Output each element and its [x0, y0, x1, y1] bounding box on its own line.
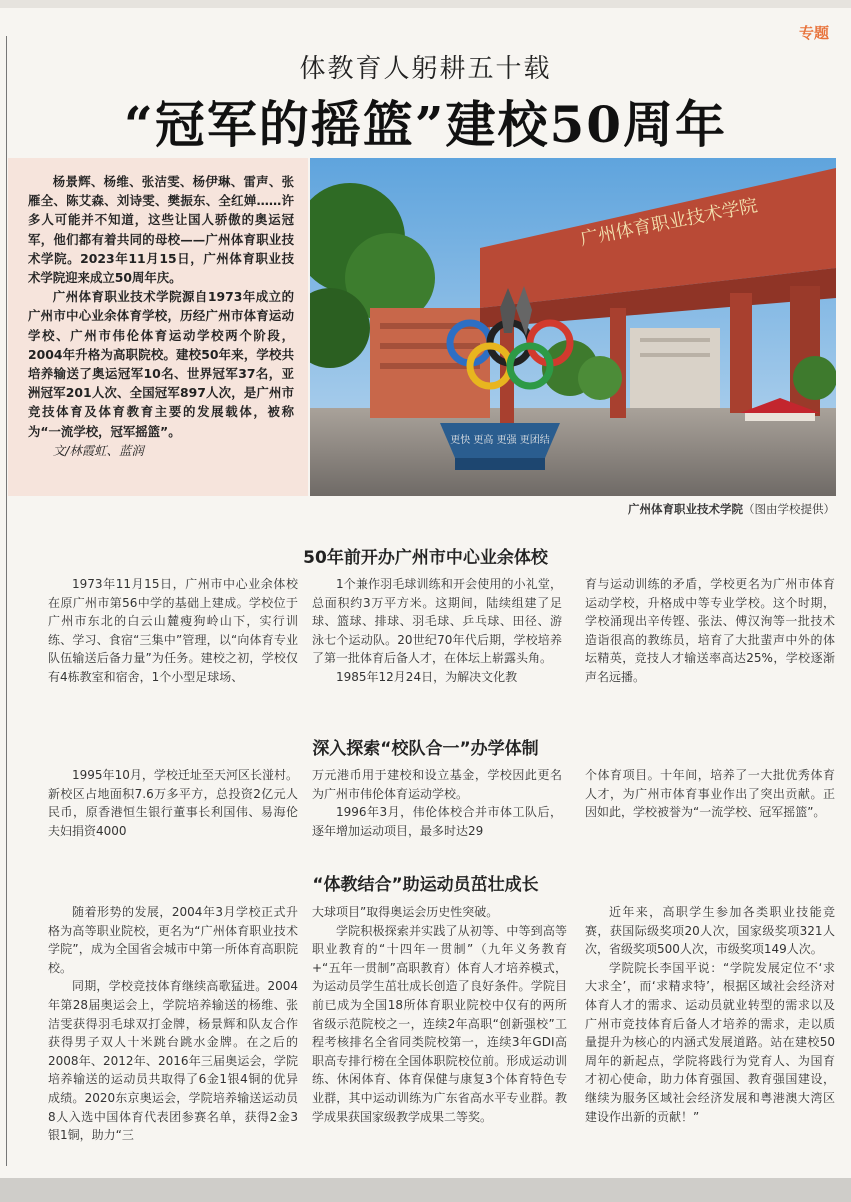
left-column-rule: [6, 36, 7, 1166]
lead-paragraph-1: 杨景辉、杨维、张洁雯、杨伊琳、雷声、张雁全、陈艾森、刘诗雯、樊振东、全红婵……许多人可能并不知道，这些让国人骄傲的奥运冠军，他们都有着共同的母校——广州体育职业技术学院。2023年11月15日，广州体育职业技术学院迎来成立50周年庆。: [28, 174, 294, 286]
paragraph: 大球项目”取得奥运会历史性突破。: [312, 905, 499, 919]
section-heading-2: 深入探索“校队合一”办学体制: [312, 739, 539, 759]
section-heading-3: “体教结合”助运动员茁壮成长: [312, 875, 539, 895]
section1-col1: [48, 575, 298, 687]
byline: 文/林霞虹、蓝润: [52, 442, 144, 458]
paragraph: 1973年11月15日，广州市中心业余体校在原广州市第56中学的基础上建成。学校位于广州市东北的白云山麓瘦狗岭山下，实行训练、学习、食宿“三集中”管理，以“向体育专业队伍输送后备力量”为任务。建校之初，学校仅有4栋教室和宿舍，1个小型足球场、: [48, 577, 298, 684]
paragraph: 同期，学校竞技体育继续高歌猛进。2004年第28届奥运会上，学院培养输送的杨维、张洁雯获得羽毛球双打金牌，杨景辉和队友合作获得男子双人十米跳台跳水金牌。在之后的2008年、2012年、2016年三届奥运会，学院培养输送的运动员共取得了6金1银4铜的优异成绩。2020东京奥运会，学院培养输送运动员8人入选中国体育代表团参赛名单，获得2金3银1铜，助力“三: [48, 979, 298, 1143]
bottom-bar: [0, 1178, 851, 1202]
section2-col1: [48, 766, 298, 840]
section3-col3: [585, 903, 835, 1126]
paragraph: 1996年3月，伟伦体校合并市体工队后，逐年增加运动项目，最多时达29: [312, 805, 562, 838]
paragraph: 1995年10月，学校迁址至天河区长湴村。新校区占地面积7.6万多平方，总投资2亿元人民币，原香港恒生银行董事长利国伟、易海伦夫妇捐资4000: [48, 768, 298, 838]
paragraph: 个体育项目。十年间，培养了一大批优秀体育人才，为广州市体育事业作出了突出贡献。正因如此，学校被誉为“一流学校、冠军摇篮”。: [585, 768, 835, 820]
caption-bold: 广州体育职业技术学院: [628, 502, 743, 516]
photo-caption: [628, 501, 835, 517]
lead-paragraph-2: 广州体育职业技术学院源自1973年成立的广州市中心业余体育学校，历经广州市体育运动学校、广州市伟伦体育运动学校两个阶段，2004年升格为高职院校。建校50年来，学校共培养输送了奥运冠军10名、世界冠军37名，亚洲冠军201人次、全国冠军897人次，是广州市竞技体育及体育教育主要的发展载体，被称为“一流学校，冠军摇篮”。: [28, 289, 294, 439]
section1-col2: [312, 575, 562, 687]
section1-col3: [585, 575, 835, 687]
caption-credit: （图由学校提供）: [743, 502, 835, 516]
headline: “冠军的摇篮”建校50周年: [123, 95, 728, 154]
paragraph: 1985年12月24日，为解决文化教: [336, 669, 518, 684]
paragraph: 学院院长李国平说：“学院发展定位不‘求大求全’，而‘求精求特’，根据区域社会经济对体育人才的需求、运动员就业转型的需求以及广州市竞技体育后备人才培养的需求，走以质量提升为核心的内涵式发展道路。站在建校50周年的新起点，学院将践行为党育人、为国育才初心使命，助力体育强国、教育强国建设，继续为服务区域社会经济发展和粤港澳大湾区建设作出新的贡献！”: [585, 960, 835, 1124]
paragraph: 1个兼作羽毛球训练和开会使用的小礼堂，总面积约3万平方米。这期间，陆续组建了足球、篮球、排球、羽毛球、乒乓球、田径、游泳七个运动队。20世纪70年代后期，学校培养了第一批体育后备人才，在体坛上崭露头角。: [312, 577, 562, 666]
kicker-title: 体教育人躬耕五十载: [299, 54, 552, 84]
section3-col1: [48, 903, 298, 1145]
paragraph: 育与运动训练的矛盾，学校更名为广州市体育运动学校，升格成中等专业学校。这个时期，学校涌现出辛传铿、张法、傅汉洵等一批技术造诣很高的教练员，培育了大批蜚声中外的体坛精英，竞技人才输送率高达25%，学校逐渐声名远播。: [585, 577, 835, 684]
paragraph: 近年来，高职学生参加各类职业技能竞赛，获国际级奖项20人次，国家级奖项321人次，省级奖项500人次，市级奖项149人次。: [585, 905, 835, 957]
section-tag: 专题: [798, 24, 829, 42]
campus-gate-photo: [310, 158, 836, 496]
campus-gate-illustration: [310, 158, 836, 496]
gate-sign-text: 广州体育职业技术学院: [578, 195, 760, 251]
paragraph: 学院积极探索并实践了从初等、中等到高等职业教育的“十四年一贯制”（九年义务教育+“五年一贯制”高职教育）体育人才培养模式，为运动员学生茁壮成长创造了良好条件。学院目前已成为全国18所体育职业院校中仅有的两所省级示范院校之一，连续2年高职“创新强校”工程考核排名全省同类院校第一，连续3年GDI高职高专排行榜在全国体职院校位前。形成运动训练、休闲体育、体育保健与康复3个体育特色专业群，其中运动训练为广东省高水平专业群。教学成果获国家级教学成果二等奖。: [312, 923, 567, 1124]
section3-col2: [312, 903, 567, 1126]
paragraph: 随着形势的发展，2004年3月学校正式升格为高等职业院校，更名为“广州体育职业技术学院”，成为全国省会城市中第一所体育高职院校。: [48, 905, 298, 975]
plinth-text: 更快 更高 更强 更团结: [450, 435, 550, 446]
lead-box: [8, 158, 308, 496]
section2-col2: [312, 766, 562, 840]
top-rule: [0, 0, 851, 8]
paragraph: 万元港币用于建校和设立基金，学校因此更名为广州市伟伦体育运动学校。: [312, 768, 562, 801]
section2-col3: [585, 766, 835, 822]
section-heading-1: 50年前开办广州市中心业余体校: [303, 548, 548, 568]
